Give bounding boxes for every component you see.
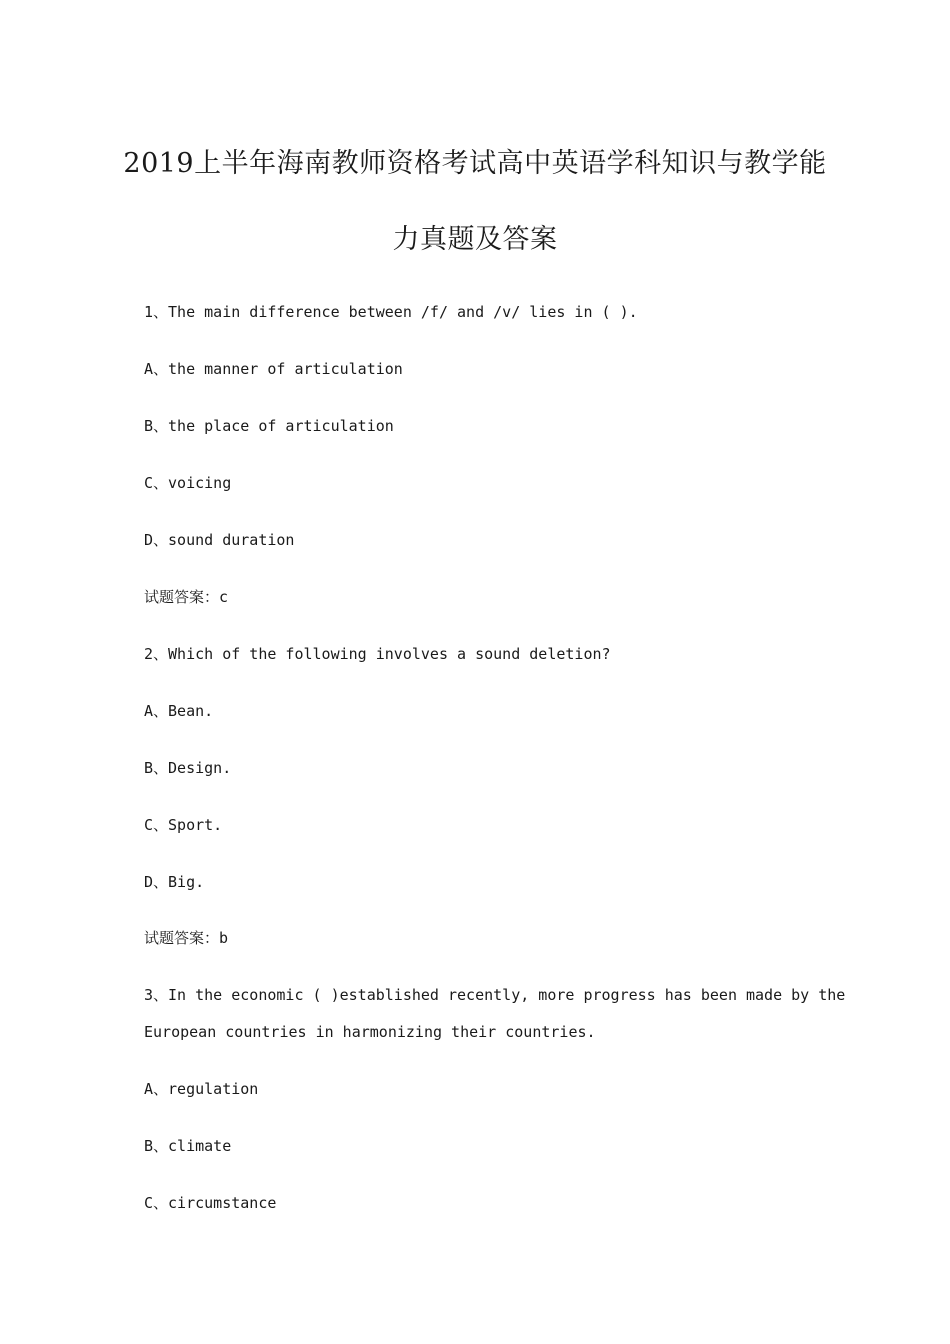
document-title-line-2: 力真题及答案 [392,224,558,255]
question-3-stem-line-2: European countries in harmonizing their countries. [144,1023,596,1041]
question-3-stem-line-1: 3、In the economic ( )established recently, more progress has been made by the [144,986,846,1004]
document-title-line-1: 2019上半年海南教师资格考试高中英语学科知识与教学能 [123,148,827,179]
question-2-option-a: A、Bean. [144,702,214,720]
question-3-option-a: A、regulation [144,1080,259,1098]
question-2-stem: 2、Which of the following involves a sound deletion? [144,645,611,663]
question-1-option-c: C、voicing [144,474,232,492]
question-1-option-d: D、sound duration [144,531,295,549]
question-1-option-a: A、the manner of articulation [144,360,403,378]
question-3-option-b: B、climate [144,1137,232,1155]
question-3-option-c: C、circumstance [144,1194,277,1212]
question-1-answer: 试题答案：c [144,588,229,606]
question-2-answer: 试题答案：b [144,929,229,947]
question-2-option-d: D、Big. [144,873,205,891]
question-1-option-b: B、the place of articulation [144,417,394,435]
question-2-option-c: C、Sport. [144,816,223,834]
question-1-stem: 1、The main difference between /f/ and /v/ lies in ( ). [144,303,638,321]
question-2-option-b: B、Design. [144,759,232,777]
